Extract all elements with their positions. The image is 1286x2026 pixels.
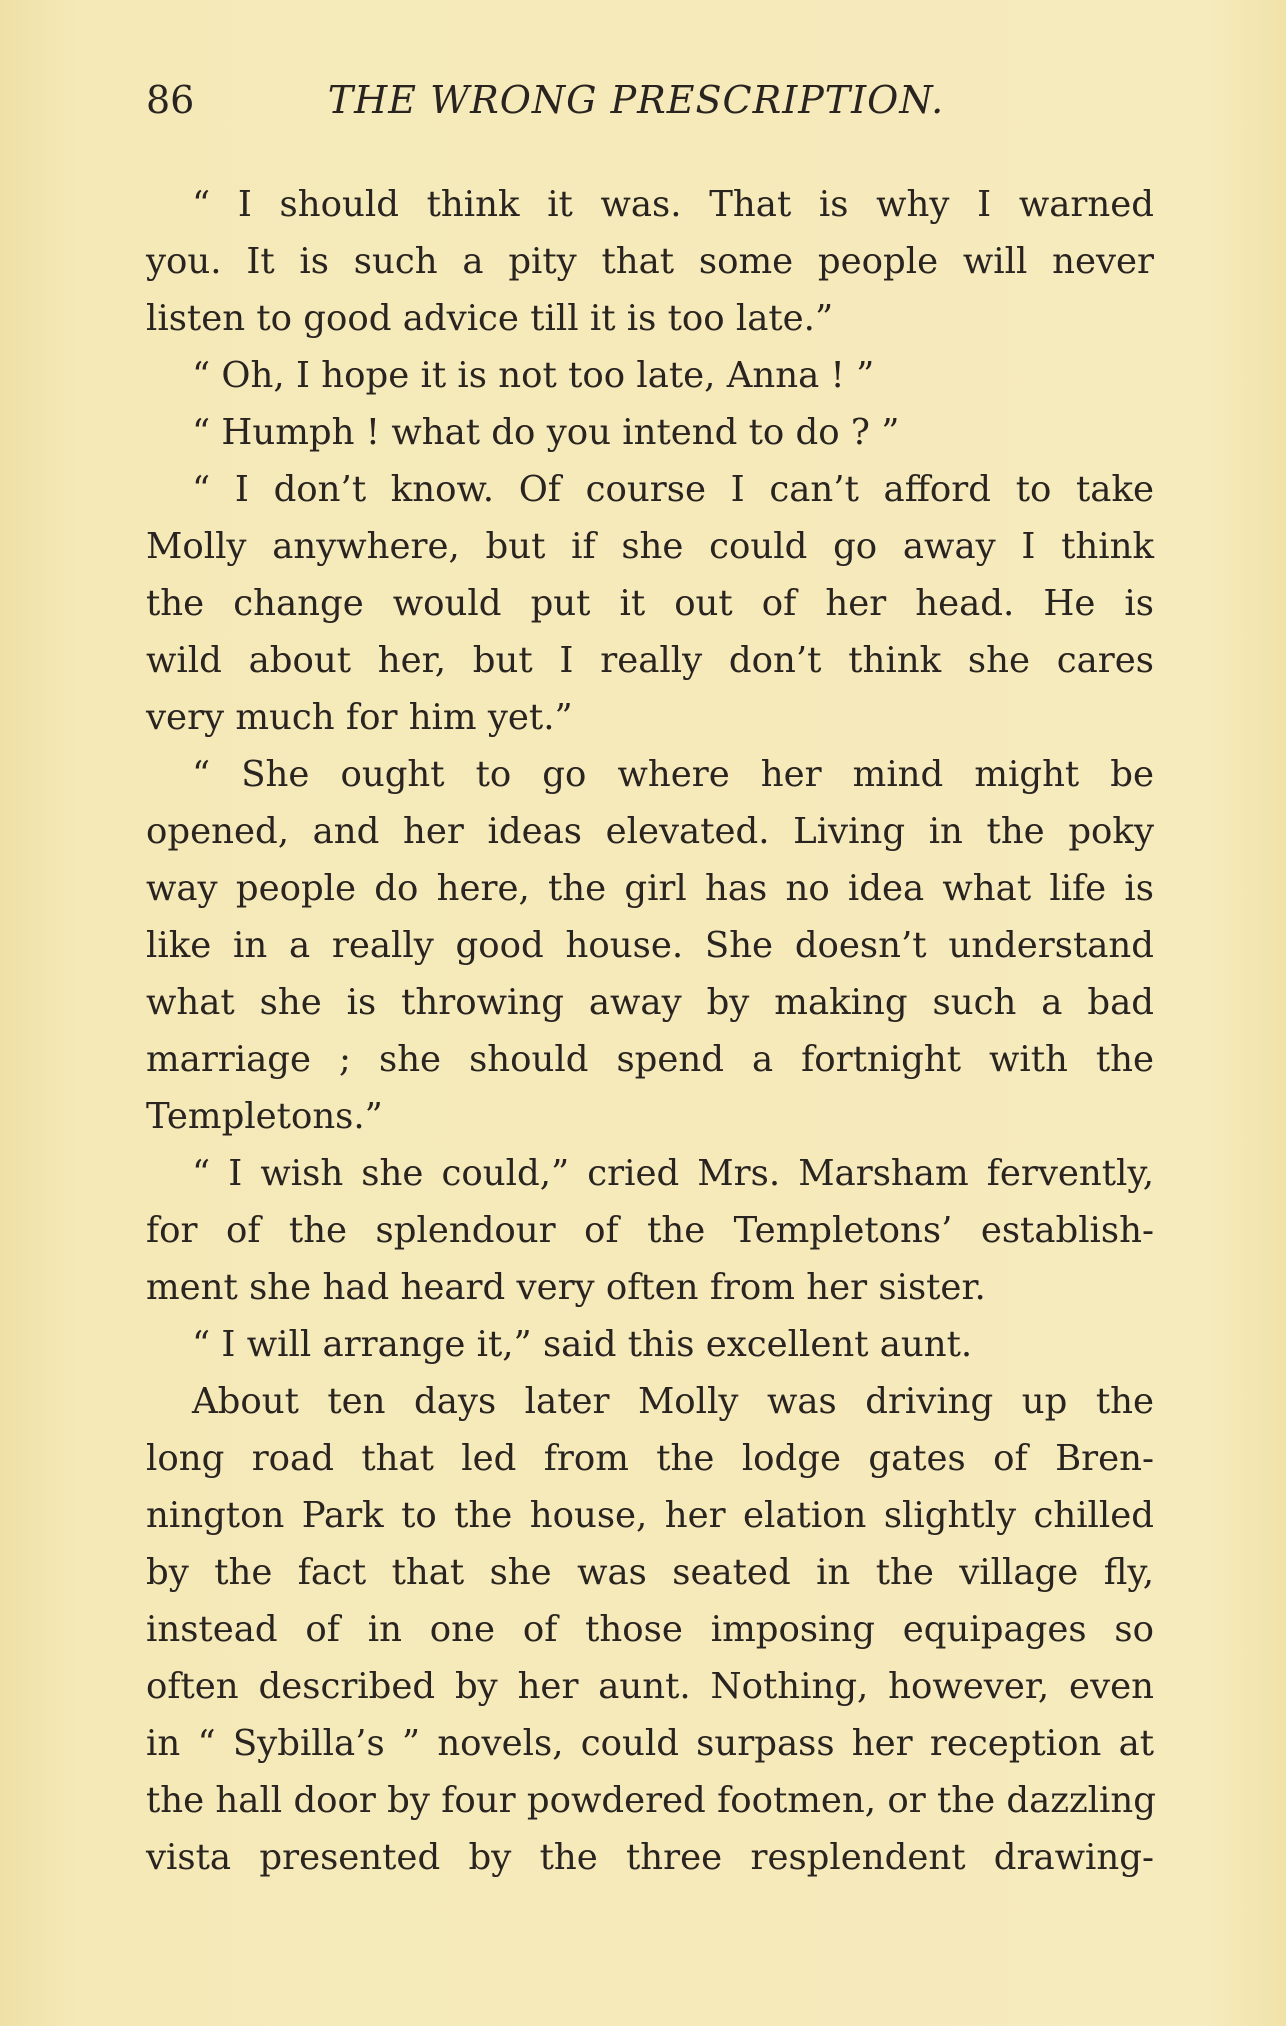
text-line: the change would put it out of her head. He is <box>146 583 1154 624</box>
text-line: by the fact that she was seated in the village fly, <box>146 1552 1154 1593</box>
body-text <box>146 176 1154 1886</box>
text-line: what she is throwing away by making such a bad <box>146 982 1154 1023</box>
page-number: 86 <box>146 78 195 122</box>
text-line: wild about her, but I really don’t think she cares <box>146 640 1154 681</box>
text-line: in “ Sybilla’s ” novels, could surpass her reception at <box>146 1723 1154 1764</box>
text-line: like in a really good house. She doesn’t understand <box>146 925 1154 966</box>
text-line: often described by her aunt. Nothing, however, even <box>146 1666 1154 1707</box>
text-line: way people do here, the girl has no idea what life is <box>146 868 1154 909</box>
text-line: Molly anywhere, but if she could go away I think <box>146 526 1154 567</box>
text-line: ment she had heard very often from her sister. <box>146 1267 986 1308</box>
text-line: opened, and her ideas elevated. Living in the poky <box>146 811 1154 852</box>
text-line: marriage ; she should spend a fortnight with the <box>146 1039 1154 1080</box>
text-line: “ She ought to go where her mind might be <box>192 754 1154 795</box>
text-line: Templetons.” <box>146 1096 383 1137</box>
text-line: “ Oh, I hope it is not too late, Anna ! ” <box>192 355 875 396</box>
text-line: vista presented by the three resplendent drawing- <box>146 1837 1154 1878</box>
text-line: long road that led from the lodge gates of Bren- <box>146 1438 1154 1479</box>
text-line: nington Park to the house, her elation slightly chilled <box>146 1495 1154 1536</box>
text-line: very much for him yet.” <box>146 697 573 738</box>
running-title: THE WRONG PRESCRIPTION. <box>327 78 945 122</box>
text-line: “ I will arrange it,” said this excellent aunt. <box>192 1324 973 1365</box>
text-line: About ten days later Molly was driving up the <box>192 1381 1154 1422</box>
text-line: you. It is such a pity that some people will never <box>146 241 1154 282</box>
text-line: “ I wish she could,” cried Mrs. Marsham fervently, <box>192 1153 1154 1194</box>
text-line: listen to good advice till it is too late.” <box>146 298 834 339</box>
text-line: for of the splendour of the Templetons’ establish- <box>146 1210 1154 1251</box>
text-line: “ I don’t know. Of course I can’t afford to take <box>192 469 1154 510</box>
text-line: instead of in one of those imposing equipages so <box>146 1609 1154 1650</box>
page-header <box>146 78 1126 138</box>
text-line: “ I should think it was. That is why I warned <box>192 184 1154 225</box>
text-line: the hall door by four powdered footmen, or the dazzling <box>146 1780 1156 1821</box>
text-line: “ Humph ! what do you intend to do ? ” <box>192 412 900 453</box>
